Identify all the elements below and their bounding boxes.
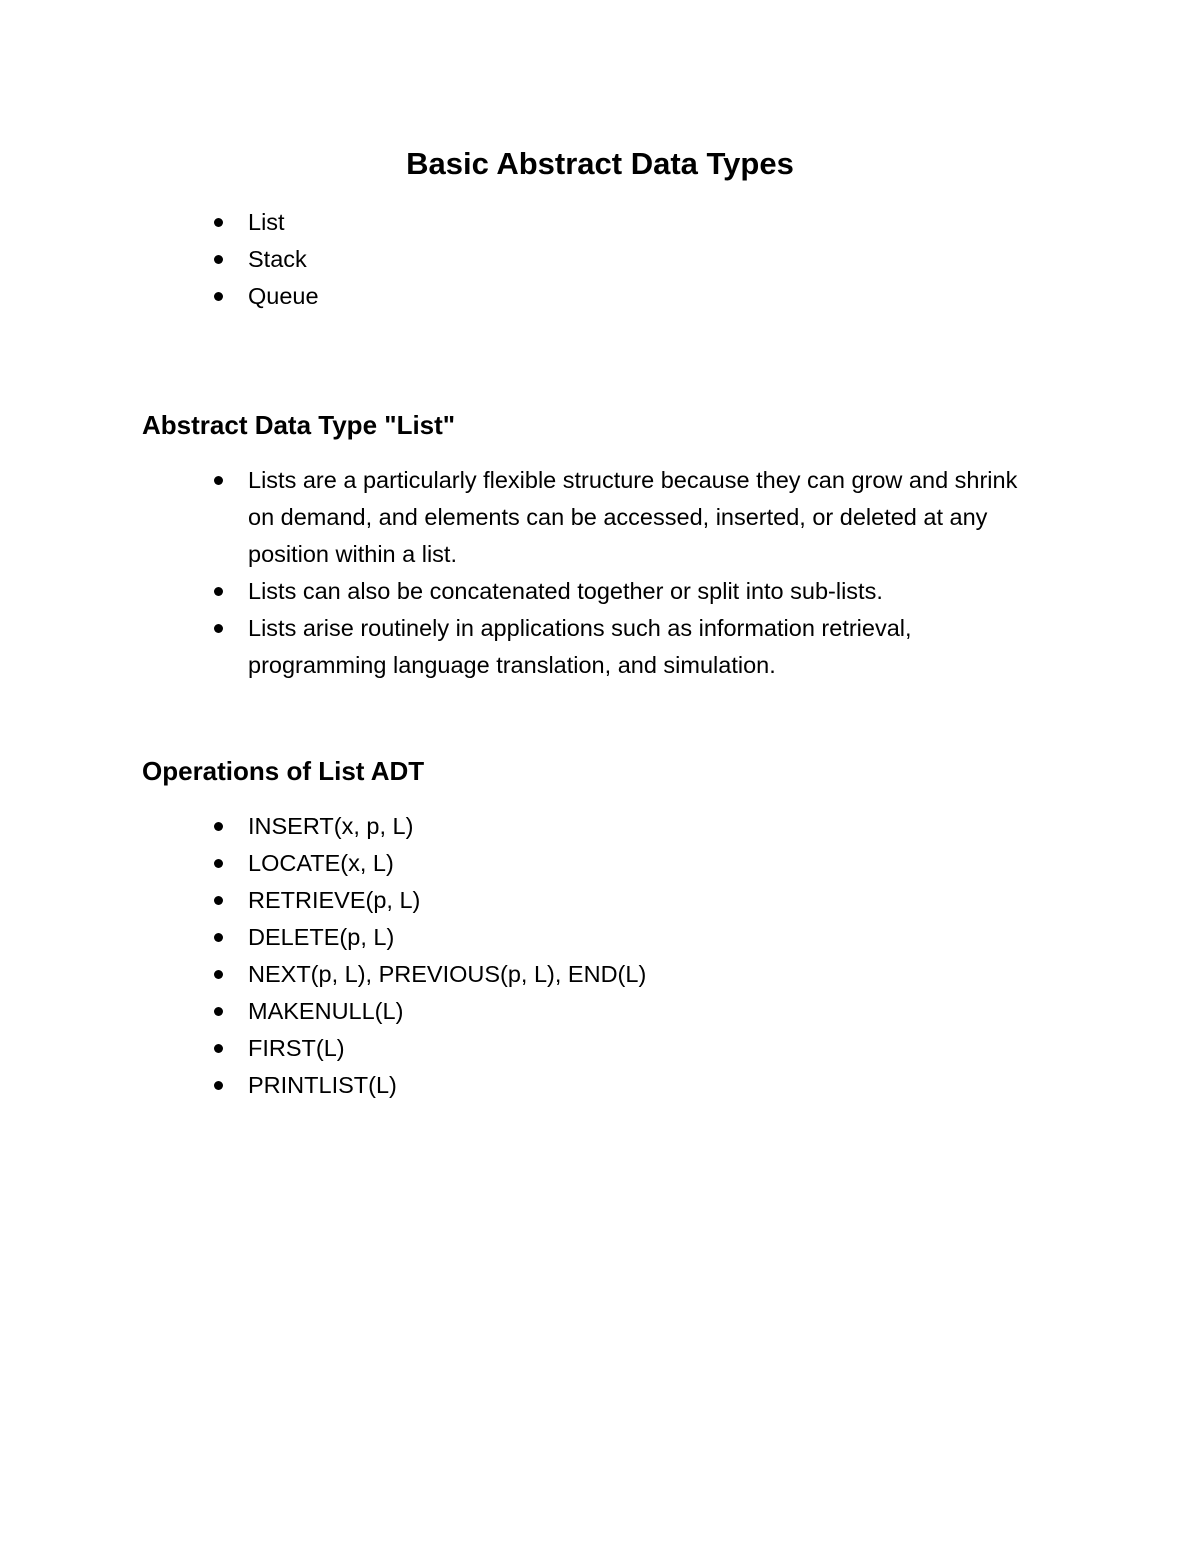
operations-list bbox=[0, 808, 1048, 1104]
list-item bbox=[0, 808, 1048, 845]
bullet-icon bbox=[214, 1007, 223, 1016]
section-heading-list-adt: Abstract Data Type "List" bbox=[142, 410, 456, 440]
list-item bbox=[0, 462, 1048, 573]
list-item bbox=[0, 241, 1048, 278]
list-item bbox=[0, 573, 1048, 610]
bullet-icon bbox=[214, 292, 223, 301]
bullet-icon bbox=[214, 255, 223, 264]
list-item bbox=[0, 956, 1048, 993]
bullet-icon bbox=[214, 476, 223, 485]
bullet-icon bbox=[214, 218, 223, 227]
list-item bbox=[0, 204, 1048, 241]
list-item bbox=[0, 919, 1048, 956]
list-item-text: Lists are a particularly flexible structure because they can grow and shrink on demand, and elements can be accessed, inserted, or deleted at any position within a list. bbox=[248, 467, 1018, 567]
operation-signature: NEXT(p, L), PREVIOUS(p, L), END(L) bbox=[248, 961, 647, 987]
list-item bbox=[0, 882, 1048, 919]
list-adt-bullets bbox=[0, 462, 1048, 684]
list-item bbox=[0, 1030, 1048, 1067]
list-item-text: Stack bbox=[248, 246, 307, 272]
operation-signature: FIRST(L) bbox=[248, 1035, 345, 1061]
operation-signature: INSERT(x, p, L) bbox=[248, 813, 414, 839]
bullet-icon bbox=[214, 1081, 223, 1090]
list-item-text: List bbox=[248, 209, 285, 235]
list-item bbox=[0, 845, 1048, 882]
operation-signature: PRINTLIST(L) bbox=[248, 1072, 397, 1098]
bullet-icon bbox=[214, 1044, 223, 1053]
list-item bbox=[0, 610, 1048, 684]
list-item bbox=[0, 993, 1048, 1030]
page-title: Basic Abstract Data Types bbox=[406, 146, 794, 181]
bullet-icon bbox=[214, 933, 223, 942]
bullet-icon bbox=[214, 822, 223, 831]
section-heading-operations: Operations of List ADT bbox=[142, 756, 425, 786]
operation-signature: MAKENULL(L) bbox=[248, 998, 404, 1024]
operation-signature: RETRIEVE(p, L) bbox=[248, 887, 421, 913]
list-item-text: Lists arise routinely in applications such as information retrieval, programming language translation, and simulation. bbox=[248, 615, 912, 678]
list-item bbox=[0, 278, 1048, 315]
bullet-icon bbox=[214, 587, 223, 596]
types-list bbox=[0, 204, 1048, 315]
bullet-icon bbox=[214, 859, 223, 868]
list-item-text: Queue bbox=[248, 283, 319, 309]
bullet-icon bbox=[214, 896, 223, 905]
list-item-text: Lists can also be concatenated together or split into sub-lists. bbox=[248, 578, 883, 604]
bullet-icon bbox=[214, 970, 223, 979]
list-item bbox=[0, 1067, 1048, 1104]
bullet-icon bbox=[214, 624, 223, 633]
operation-signature: LOCATE(x, L) bbox=[248, 850, 394, 876]
operation-signature: DELETE(p, L) bbox=[248, 924, 395, 950]
